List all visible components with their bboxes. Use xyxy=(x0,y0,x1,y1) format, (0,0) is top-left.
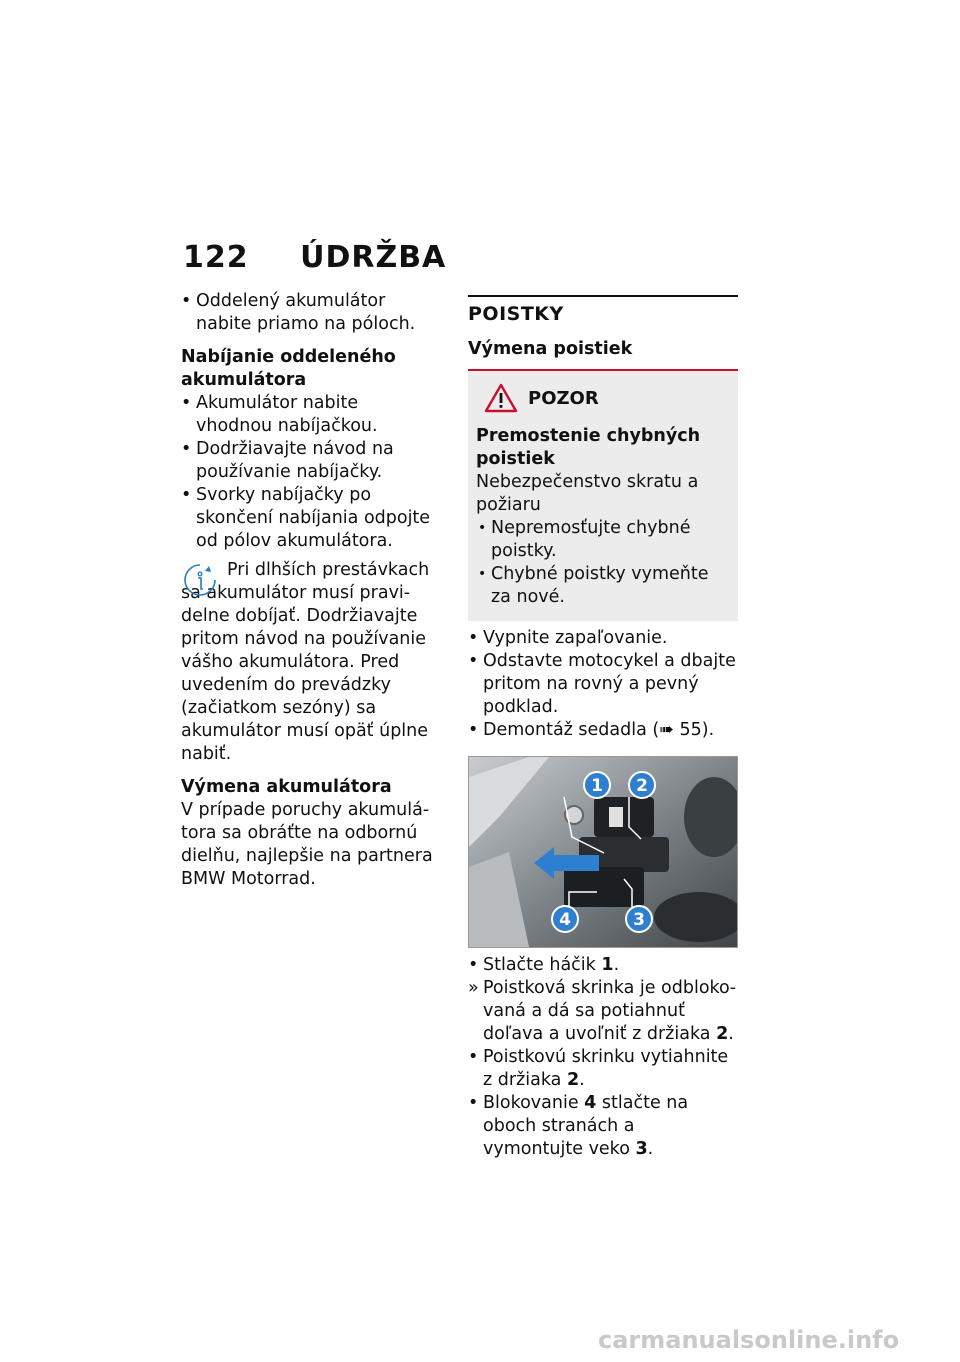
fuse-box-illustration xyxy=(469,757,737,947)
callout-3 xyxy=(626,906,652,932)
step-seat-text: Demontáž sedadla ( xyxy=(483,720,660,740)
warning-item: • Chybné poistky vymeňte za nové. xyxy=(476,563,730,609)
warning-label: POZOR xyxy=(528,387,599,409)
step-ref-number: 2 xyxy=(566,1070,580,1090)
step-text: Poistkovú skrinku vytiahnite z držiaka xyxy=(483,1047,729,1090)
svg-text:4: 4 xyxy=(559,910,571,930)
section-title: ÚDRŽBA xyxy=(300,240,447,275)
list-item: • Svorky nabíjačky po skončení nabíjania odpojte od pólov akumulátora. xyxy=(181,484,433,553)
info-note xyxy=(181,559,433,766)
page-number: 122 xyxy=(183,240,249,275)
list-item: • Vypnite zapaľovanie. xyxy=(468,627,738,650)
svg-text:3: 3 xyxy=(633,910,645,930)
step-text: Stlačte háčik xyxy=(483,955,602,975)
warning-text: Nebezpečenstvo skratu a požiaru xyxy=(476,472,699,515)
step-text: stlačte na oboch stranách a vymontujte veko xyxy=(483,1093,689,1159)
replace-text: V prípade poruchy akumulátora sa obráťte na odbornú dielňu, najlepšie na partnera BMW Motorrad. xyxy=(181,800,433,889)
svg-text:1: 1 xyxy=(591,776,603,796)
step-seat-page[interactable]: 55 xyxy=(679,720,702,740)
steps-after-photo xyxy=(468,954,738,1161)
list-item: • Oddelený akumulátor nabite priamo na póloch. xyxy=(181,290,433,336)
section-rule xyxy=(468,295,738,297)
svg-text:2: 2 xyxy=(636,776,648,796)
steps-before-photo xyxy=(468,627,738,742)
result-text: Poistková skrinka je odblokovaná a dá sa potiahnuť doľava a uvoľniť z držiaka xyxy=(483,978,737,1044)
watermark: carmanualsonline.info xyxy=(598,1326,900,1354)
step-seat-end: ). xyxy=(701,720,715,740)
step-ref-number: 4 xyxy=(584,1093,597,1113)
warning-box xyxy=(468,371,738,621)
list-item xyxy=(468,719,738,742)
callout-2 xyxy=(629,772,655,798)
list-item: • Blokovanie 4 stlačte na oboch stranách a vymontujte veko 3. xyxy=(468,1092,738,1161)
info-icon xyxy=(183,563,217,597)
warning-item: • Nepremosťujte chybné poistky. xyxy=(476,517,730,563)
callout-4 xyxy=(552,906,578,932)
fuse-replace-title: Výmena poistiek xyxy=(468,338,738,371)
left-column xyxy=(181,290,433,891)
list-item: • Akumulátor nabite vhodnou nabíjačkou. xyxy=(181,392,433,438)
step-ref-number: 1 xyxy=(601,955,614,975)
result-item: » Poistková skrinka je odblokovaná a dá sa potiahnuť doľava a uvoľniť z držiaka 2. xyxy=(468,977,738,1046)
step-ref-number: 2 xyxy=(716,1024,729,1044)
list-item: • Poistkovú skrinku vytiahnite z držiaka 2. xyxy=(468,1046,738,1092)
list-item: • Stlačte háčik 1. xyxy=(468,954,738,977)
warning-head xyxy=(484,383,730,413)
list-item: • Dodržiavajte návod na používanie nabíjačky. xyxy=(181,438,433,484)
fuse-box-photo xyxy=(468,756,738,948)
fuses-title: POISTKY xyxy=(468,303,564,325)
callout-1 xyxy=(584,772,610,798)
warning-triangle-icon xyxy=(484,383,518,413)
heading-replace: Výmena akumulátora xyxy=(181,777,392,797)
list-item: • Odstavte motocykel a dbajte pritom na rovný a pevný podklad. xyxy=(468,650,738,719)
page-header xyxy=(183,240,446,275)
info-text: Pri dlhších prestávkach sa akumulátor musí pravidelne dobíjať. Dodržiavajte pritom návod na používanie vášho akumulátora. Pred uvedením do prevádzky (začiatkom sezóny) sa akumulátor musí opäť úplne nabiť. xyxy=(181,560,430,764)
page-reference-arrow-icon[interactable]: ➠ xyxy=(659,720,674,740)
step-ref-number: 3 xyxy=(635,1139,648,1159)
heading-charging: Nabíjanie oddeleného akumulátora xyxy=(181,347,396,390)
step-text: Blokovanie xyxy=(483,1093,585,1113)
right-column xyxy=(468,295,738,1161)
warning-heading: Premostenie chybných poistiek xyxy=(476,426,701,469)
